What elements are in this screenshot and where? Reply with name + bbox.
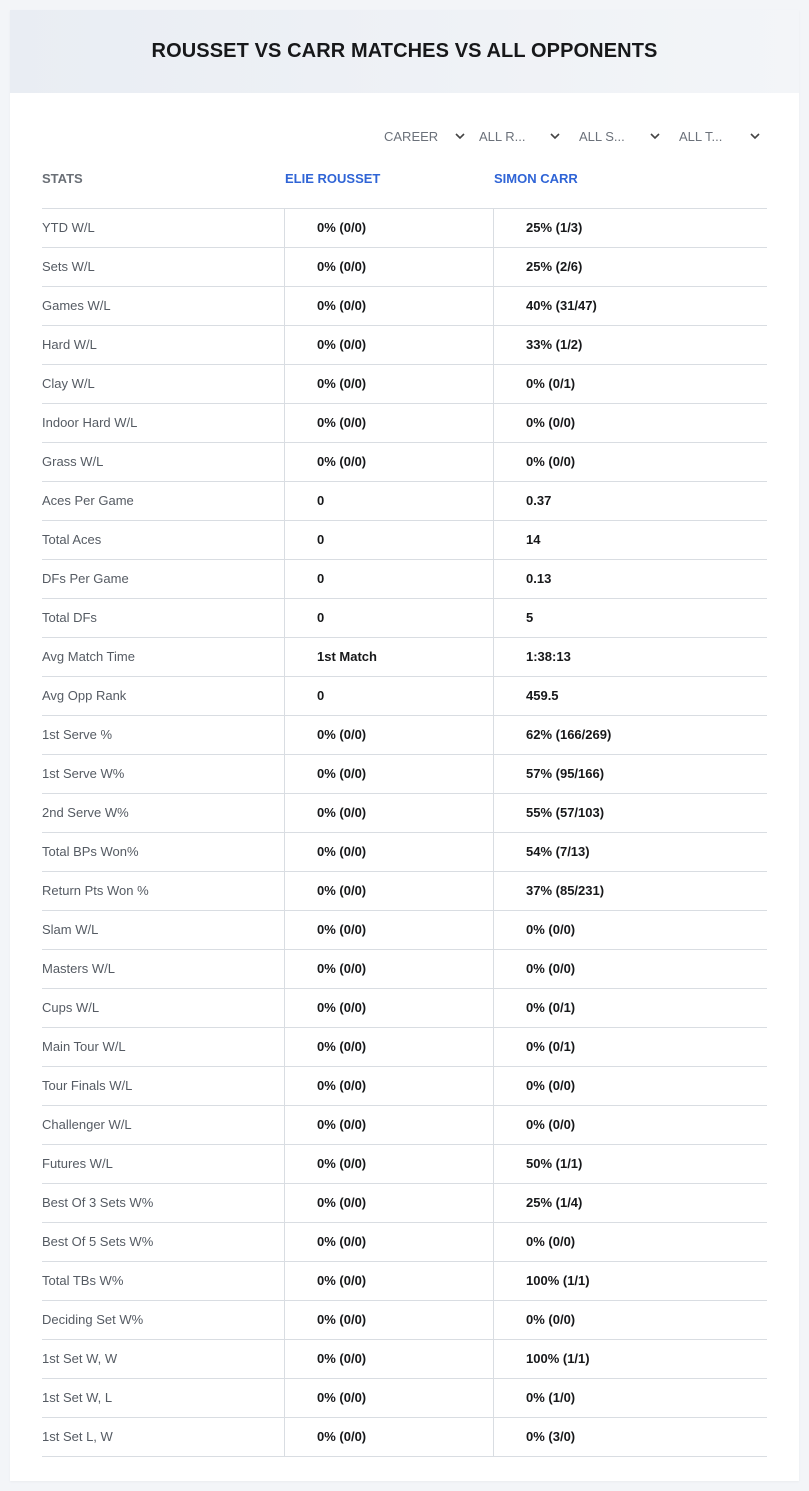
table-row [42,989,767,1028]
player1-value: 0 [284,677,493,715]
player2-value: 57% (95/166) [493,755,767,793]
player2-value: 0% (3/0) [493,1418,767,1456]
stat-label: 1st Set W, L [42,1390,113,1405]
player2-value: 55% (57/103) [493,794,767,832]
stat-label: Clay W/L [42,376,95,391]
player1-value: 0% (0/0) [284,248,493,286]
stat-label: Challenger W/L [42,1117,132,1132]
table-row [42,755,767,794]
stat-label: Sets W/L [42,259,95,274]
stat-label: Hard W/L [42,337,97,352]
player2-value: 459.5 [493,677,767,715]
player1-value: 0% (0/0) [284,365,493,403]
stat-label: Total BPs Won% [42,844,139,859]
player1-value: 0% (0/0) [284,443,493,481]
table-row [42,677,767,716]
player1-value: 0% (0/0) [284,1340,493,1378]
table-row [42,1184,767,1223]
stat-label: YTD W/L [42,220,95,235]
table-row [42,872,767,911]
table-row [42,599,767,638]
player2-value: 25% (2/6) [493,248,767,286]
player1-value: 0% (0/0) [284,911,493,949]
player2-value: 25% (1/4) [493,1184,767,1222]
stat-label: DFs Per Game [42,571,129,586]
stat-label: Avg Match Time [42,649,135,664]
card-header [10,10,799,93]
player1-value: 0% (0/0) [284,1379,493,1417]
player1-value: 0% (0/0) [284,404,493,442]
table-row [42,521,767,560]
player2-value: 0% (0/0) [493,1067,767,1105]
player1-value: 0% (0/0) [284,1301,493,1339]
stats-column-header: STATS [42,171,83,186]
filter-bar [384,126,774,148]
filter-label: ALL S... [579,129,625,144]
stat-label: Cups W/L [42,1000,100,1015]
stat-label: Main Tour W/L [42,1039,126,1054]
table-row [42,365,767,404]
table-row [42,794,767,833]
table-row [42,560,767,599]
table-row [42,1223,767,1262]
player1-value: 0% (0/0) [284,1223,493,1261]
player1-value: 0% (0/0) [284,950,493,988]
table-row [42,404,767,443]
player1-value: 0% (0/0) [284,209,493,247]
player2-value: 0% (0/0) [493,1301,767,1339]
stat-label: Avg Opp Rank [42,688,127,703]
table-row [42,1379,767,1418]
filter-period-select[interactable] [384,126,466,148]
chevron-down-icon [454,130,466,142]
player2-value: 62% (166/269) [493,716,767,754]
player2-value: 40% (31/47) [493,287,767,325]
chevron-down-icon [749,130,761,142]
player2-value: 54% (7/13) [493,833,767,871]
player2-value: 1:38:13 [493,638,767,676]
stat-label: Grass W/L [42,454,104,469]
stats-table [42,170,767,1457]
player2-link[interactable]: SIMON CARR [494,171,578,186]
player1-value: 0 [284,482,493,520]
player1-value: 0 [284,560,493,598]
player2-value: 0% (0/0) [493,404,767,442]
player2-value: 0% (0/1) [493,1028,767,1066]
player1-value: 0% (0/0) [284,287,493,325]
stat-label: Masters W/L [42,961,115,976]
stat-label: Futures W/L [42,1156,113,1171]
player2-value: 0% (0/1) [493,989,767,1027]
table-row [42,1262,767,1301]
filter-round-select[interactable] [479,126,561,148]
player2-value: 33% (1/2) [493,326,767,364]
stat-label: Total TBs W% [42,1273,124,1288]
player1-value: 0 [284,521,493,559]
player2-value: 0% (0/0) [493,1223,767,1261]
player2-value: 0.37 [493,482,767,520]
stat-label: Deciding Set W% [42,1312,144,1327]
player1-value: 0% (0/0) [284,872,493,910]
chevron-down-icon [549,130,561,142]
player2-value: 0% (0/1) [493,365,767,403]
stat-label: 2nd Serve W% [42,805,129,820]
stats-card [10,10,799,1481]
table-row [42,911,767,950]
table-row [42,1301,767,1340]
stat-label: Games W/L [42,298,111,313]
player1-value: 0% (0/0) [284,326,493,364]
player1-value: 0% (0/0) [284,716,493,754]
stat-label: Total DFs [42,610,97,625]
player2-value: 0% (0/0) [493,1106,767,1144]
table-row [42,1067,767,1106]
player2-value: 25% (1/3) [493,209,767,247]
table-row [42,482,767,521]
player1-link[interactable]: ELIE ROUSSET [285,171,381,186]
table-row [42,950,767,989]
table-row [42,638,767,677]
table-row [42,326,767,365]
player1-value: 0 [284,599,493,637]
stat-label: Best Of 3 Sets W% [42,1195,154,1210]
table-header [42,170,767,209]
player1-value: 0% (0/0) [284,989,493,1027]
table-row [42,716,767,755]
table-row [42,833,767,872]
player2-value: 0.13 [493,560,767,598]
player2-value: 0% (0/0) [493,911,767,949]
player2-value: 0% (0/0) [493,443,767,481]
table-row [42,1145,767,1184]
player2-value: 100% (1/1) [493,1262,767,1300]
stat-label: Best Of 5 Sets W% [42,1234,154,1249]
stat-label: Aces Per Game [42,493,134,508]
stat-label: Indoor Hard W/L [42,415,138,430]
stat-label: 1st Set W, W [42,1351,118,1366]
player1-value: 0% (0/0) [284,1028,493,1066]
filter-label: CAREER [384,129,439,144]
filter-tournament-select[interactable] [679,126,761,148]
table-row [42,287,767,326]
stat-label: Return Pts Won % [42,883,149,898]
filter-surface-select[interactable] [579,126,661,148]
player1-value: 0% (0/0) [284,1418,493,1456]
page-title: ROUSSET VS CARR MATCHES VS ALL OPPONENTS [151,40,658,62]
player2-value: 0% (1/0) [493,1379,767,1417]
table-row [42,1106,767,1145]
player2-value: 0% (0/0) [493,950,767,988]
stat-label: Slam W/L [42,922,99,937]
player2-value: 14 [493,521,767,559]
table-row [42,1340,767,1379]
player1-value: 0% (0/0) [284,833,493,871]
stat-label: 1st Serve % [42,727,113,742]
stat-label: Tour Finals W/L [42,1078,133,1093]
table-row [42,1028,767,1067]
table-body [42,209,767,1457]
chevron-down-icon [649,130,661,142]
table-row [42,1418,767,1457]
table-row [42,248,767,287]
player1-value: 0% (0/0) [284,1145,493,1183]
player1-value: 0% (0/0) [284,1262,493,1300]
stat-label: Total Aces [42,532,102,547]
player2-value: 5 [493,599,767,637]
player2-value: 37% (85/231) [493,872,767,910]
player1-value: 0% (0/0) [284,1184,493,1222]
filter-label: ALL R... [479,129,526,144]
stat-label: 1st Serve W% [42,766,125,781]
player2-value: 50% (1/1) [493,1145,767,1183]
table-row [42,209,767,248]
player2-value: 100% (1/1) [493,1340,767,1378]
player1-value: 0% (0/0) [284,1067,493,1105]
stat-label: 1st Set L, W [42,1429,113,1444]
player1-value: 0% (0/0) [284,794,493,832]
player1-value: 0% (0/0) [284,1106,493,1144]
filter-label: ALL T... [679,129,723,144]
player1-value: 1st Match [284,638,493,676]
table-row [42,443,767,482]
player1-value: 0% (0/0) [284,755,493,793]
